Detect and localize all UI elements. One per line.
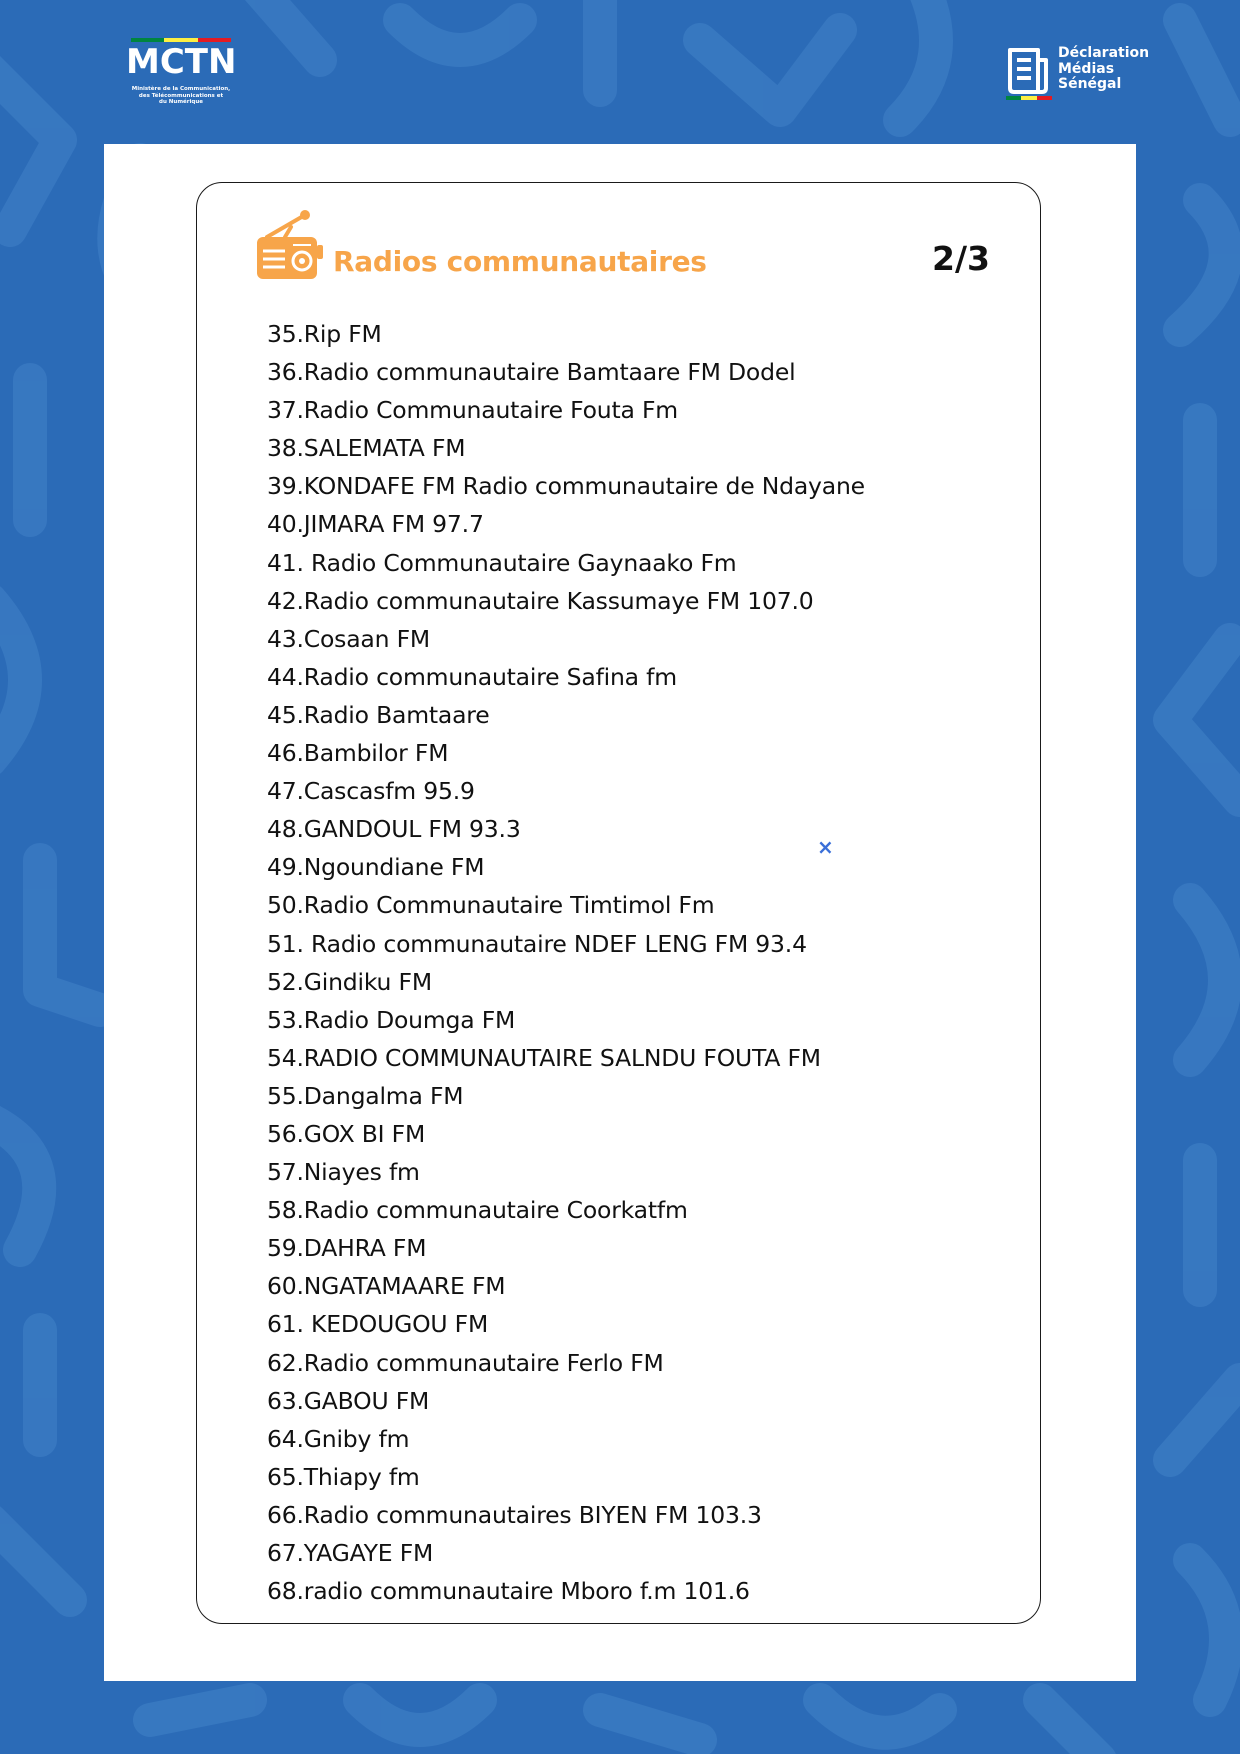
senegal-flag-stripe: [1006, 96, 1052, 100]
list-item: 63.GABOU FM: [267, 1386, 430, 1415]
list-item: 65.Thiapy fm: [267, 1462, 420, 1491]
list-item: 62.Radio communautaire Ferlo FM: [267, 1348, 664, 1377]
list-item: 41. Radio Communautaire Gaynaako Fm: [267, 548, 737, 577]
list-item: 54.RADIO COMMUNAUTAIRE SALNDU FOUTA FM: [267, 1043, 821, 1072]
mctn-logo: [126, 36, 236, 112]
list-item: 35.Rip FM: [267, 320, 382, 348]
page-counter: 2/3: [932, 239, 990, 278]
section-title: Radios communautaires: [333, 245, 707, 278]
list-item: 53.Radio Doumga FM: [267, 1005, 516, 1034]
list-item: 57.Niayes fm: [267, 1158, 420, 1187]
list-item: 68.radio communautaire Mboro f.m 101.6: [267, 1577, 750, 1606]
list-item: 42.Radio communautaire Kassumaye FM 107.0: [267, 586, 814, 615]
list-item: 48.GANDOUL FM 93.3: [267, 815, 521, 844]
list-item: 49.Ngoundiane FM: [267, 853, 485, 882]
list-item: 36.Radio communautaire Bamtaare FM Dodel: [267, 358, 796, 387]
close-icon[interactable]: ×: [817, 835, 834, 859]
list-item: 47.Cascasfm 95.9: [267, 777, 475, 806]
list-item: 43.Cosaan FM: [267, 624, 430, 653]
list-item: 46.Bambilor FM: [267, 739, 449, 768]
stations-card: [196, 182, 1041, 1624]
list-item: 56.GOX BI FM: [267, 1119, 426, 1148]
list-item: 44.Radio communautaire Safina fm: [267, 662, 677, 691]
list-item: 67.YAGAYE FM: [267, 1539, 434, 1567]
list-item: 55.Dangalma FM: [267, 1081, 464, 1110]
list-item: 60.NGATAMAARE FM: [267, 1272, 506, 1301]
mctn-logo-subtitle: Ministère de la Communication, des Télécommunications et du Numérique: [131, 86, 231, 105]
list-item: 40.JIMARA FM 97.7: [267, 510, 484, 539]
radio-icon: [255, 209, 327, 285]
declaration-medias-text: Déclaration Médias Sénégal: [1058, 45, 1150, 92]
mctn-logo-text: MCTN: [126, 42, 237, 82]
list-item: 50.Radio Communautaire Timtimol Fm: [267, 891, 715, 920]
list-item: 61. KEDOUGOU FM: [267, 1310, 489, 1339]
declaration-medias-logo: [1004, 44, 1154, 104]
list-item: 39.KONDAFE FM Radio communautaire de Ndayane: [267, 472, 865, 501]
document-page: [104, 144, 1136, 1681]
list-item: 38.SALEMATA FM: [267, 434, 466, 463]
list-item: 52.Gindiku FM: [267, 967, 432, 996]
list-item: 59.DAHRA FM: [267, 1234, 427, 1263]
list-item: 58.Radio communautaire Coorkatfm: [267, 1196, 688, 1225]
list-item: 66.Radio communautaires BIYEN FM 103.3: [267, 1500, 762, 1529]
stations-list: [267, 315, 865, 1610]
list-item: 51. Radio communautaire NDEF LENG FM 93.4: [267, 929, 807, 958]
list-item: 45.Radio Bamtaare: [267, 700, 490, 729]
list-item: 37.Radio Communautaire Fouta Fm: [267, 396, 678, 425]
document-icon: [1004, 46, 1052, 96]
list-item: 64.Gniby fm: [267, 1424, 410, 1453]
